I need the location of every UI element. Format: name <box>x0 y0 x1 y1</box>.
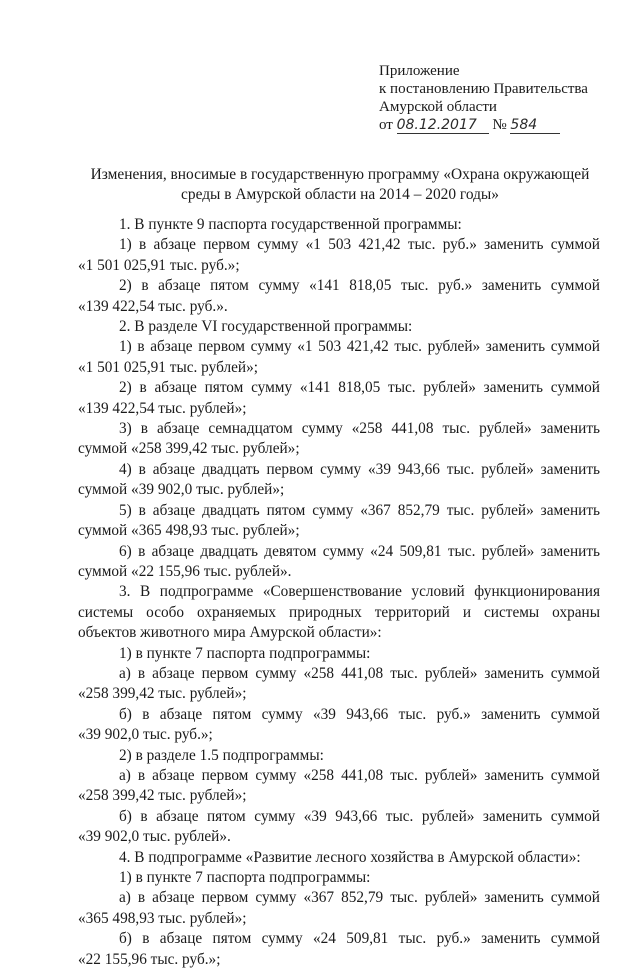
document-body <box>78 215 600 970</box>
body-line: 1) в абзаце первом сумму «1 503 421,42 тыс. руб.» заменить суммой <box>119 236 600 254</box>
body-line: «1 501 025,91 тыс. рублей»; <box>78 358 258 376</box>
body-line: 5) в абзаце двадцать пятом сумму «367 852,79 тыс. рублей» заменить <box>119 501 600 519</box>
body-line: суммой «39 902,0 тыс. рублей»; <box>78 481 285 499</box>
date-prefix: от <box>379 117 393 133</box>
date-handwritten: 08.12.2017 <box>396 117 477 133</box>
body-line: 6) в абзаце двадцать девятом сумму «24 509,81 тыс. рублей» заменить <box>119 542 600 560</box>
body-line: «139 422,54 тыс. рублей»; <box>78 399 247 417</box>
number-field <box>510 118 560 134</box>
body-line: «1 501 025,91 тыс. руб.»; <box>78 256 240 274</box>
number-prefix: № <box>492 117 507 133</box>
body-line: суммой «22 155,96 тыс. рублей». <box>78 562 292 580</box>
number-handwritten: 584 <box>510 117 538 133</box>
appendix-resolution: к постановлению Правительства <box>379 81 588 97</box>
body-line: 2. В разделе VI государственной программы: <box>119 318 413 336</box>
body-line: 2) в абзаце пятом сумму «141 818,05 тыс. руб.» заменить суммой <box>119 277 600 295</box>
body-line: а) в абзаце первом сумму «258 441,08 тыс. рублей» заменить суммой <box>119 766 600 784</box>
body-line: б) в абзаце пятом сумму «39 943,66 тыс. рублей» заменить суммой <box>119 807 600 825</box>
body-line: «258 399,42 тыс. рублей»; <box>78 787 247 805</box>
appendix-region: Амурской области <box>379 99 497 115</box>
body-line: «39 902,0 тыс. рублей». <box>78 828 231 846</box>
body-line: 2) в абзаце пятом сумму «141 818,05 тыс. рублей» заменить суммой <box>119 379 600 397</box>
body-line: 4. В подпрограмме «Развитие лесного хозяйства в Амурской области»: <box>119 848 581 866</box>
body-line: 1) в абзаце первом сумму «1 503 421,42 тыс. рублей» заменить суммой <box>119 338 600 356</box>
body-line: б) в абзаце пятом сумму «24 509,81 тыс. руб.» заменить суммой <box>119 930 600 948</box>
body-line: суммой «365 498,93 тыс. рублей»; <box>78 522 300 540</box>
title-line-2: среды в Амурской области на 2014 – 2020 годы» <box>181 186 499 203</box>
appendix-label: Приложение <box>379 63 460 79</box>
body-line: 1. В пункте 9 паспорта государственной программы: <box>119 216 462 233</box>
body-line: объектов животного мира Амурской области»: <box>78 624 382 642</box>
body-line: «139 422,54 тыс. руб.». <box>78 297 228 315</box>
appendix-date-number <box>379 116 588 134</box>
body-line: «365 498,93 тыс. рублей»; <box>78 909 247 927</box>
body-line: суммой «258 399,42 тыс. рублей»; <box>78 440 300 458</box>
body-line: 4) в абзаце двадцать первом сумму «39 943,66 тыс. рублей» заменить <box>119 460 600 478</box>
body-line: а) в абзаце первом сумму «258 441,08 тыс. рублей» заменить суммой <box>119 664 600 682</box>
body-line: «39 902,0 тыс. руб.»; <box>78 726 213 744</box>
title-line-1: Изменения, вносимые в государственную программу «Охрана окружающей <box>90 166 590 183</box>
body-line: 1) в пункте 7 паспорта подпрограммы: <box>119 644 371 662</box>
date-field <box>397 118 489 134</box>
document-title <box>60 165 620 205</box>
body-line: 2) в разделе 1.5 подпрограммы: <box>119 746 324 764</box>
body-line: б) в абзаце пятом сумму «39 943,66 тыс. руб.» заменить суммой <box>119 705 600 723</box>
appendix-header <box>379 62 588 134</box>
body-line: «258 399,42 тыс. рублей»; <box>78 685 247 703</box>
body-line: 1) в пункте 7 паспорта подпрограммы: <box>119 869 371 886</box>
body-line: системы особо охраняемых природных территорий и системы охраны <box>78 603 600 621</box>
body-line: 3. В подпрограмме «Совершенствование условий функционирования <box>119 583 600 601</box>
body-line: «22 155,96 тыс. руб.»; <box>78 950 221 968</box>
body-line: 3) в абзаце семнадцатом сумму «258 441,08 тыс. рублей» заменить <box>119 420 600 438</box>
body-line: а) в абзаце первом сумму «367 852,79 тыс. рублей» заменить суммой <box>119 889 600 907</box>
